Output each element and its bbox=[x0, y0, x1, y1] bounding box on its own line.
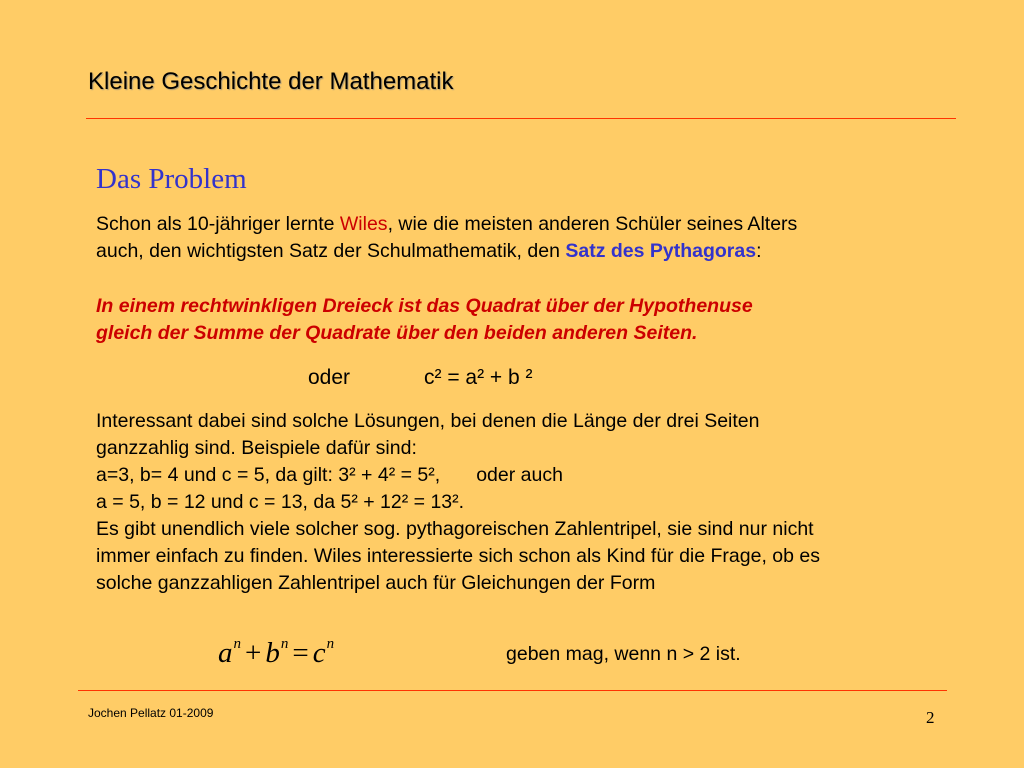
example-1: a=3, b= 4 und c = 5, da gilt: 3² + 4² = 5², bbox=[96, 464, 441, 486]
intro-line-1 bbox=[96, 211, 956, 238]
formula-oder-label: oder bbox=[308, 366, 351, 389]
theorem-name: Satz des Pythagoras bbox=[565, 240, 757, 262]
explanation-line: ganzzahlig sind. Beispiele dafür sind: bbox=[96, 437, 417, 459]
theorem-line-2: gleich der Summe der Quadrate über den beiden anderen Seiten. bbox=[96, 322, 698, 344]
explanation-line: Interessant dabei sind solche Lösungen, bei denen die Länge der drei Seiten bbox=[96, 410, 760, 432]
footer-divider bbox=[78, 690, 947, 691]
explanation-line: immer einfach zu finden. Wiles interessierte sich schon als Kind für die Frage, ob es bbox=[96, 545, 820, 567]
footer-author: Jochen Pellatz 01-2009 bbox=[88, 706, 214, 720]
pythagoras-equation: c² = a² + b ² bbox=[424, 366, 533, 389]
explanation-paragraph bbox=[96, 408, 956, 597]
title-divider bbox=[86, 118, 956, 119]
fermat-base-b: b bbox=[265, 637, 280, 669]
fermat-base-c: c bbox=[312, 637, 326, 669]
intro-text: auch, den wichtigsten Satz der Schulmathematik, den bbox=[96, 240, 566, 262]
fermat-exponent: n bbox=[233, 636, 241, 652]
fermat-exponent: n bbox=[326, 636, 335, 652]
fermat-equation bbox=[218, 636, 334, 670]
fermat-plus: + bbox=[245, 637, 262, 669]
slide-title: Kleine Geschichte der Mathematik bbox=[88, 68, 454, 95]
section-heading: Das Problem bbox=[96, 163, 247, 195]
explanation-line bbox=[96, 462, 956, 489]
theorem-line-1: In einem rechtwinkligen Dreieck ist das Quadrat über der Hypothenuse bbox=[96, 295, 753, 317]
fermat-exponent: n bbox=[280, 636, 289, 652]
intro-text: Schon als 10-jähriger lernte bbox=[96, 213, 340, 235]
intro-line-2 bbox=[96, 238, 956, 265]
intro-paragraph bbox=[96, 211, 956, 265]
fermat-condition-text: geben mag, wenn n > 2 ist. bbox=[506, 643, 741, 665]
oder-auch-label: oder auch bbox=[476, 464, 563, 486]
fermat-base-a: a bbox=[218, 637, 233, 669]
example-2: a = 5, b = 12 und c = 13, da 5² + 12² = 13². bbox=[96, 491, 465, 513]
fermat-equals: = bbox=[292, 637, 309, 669]
explanation-line: Es gibt unendlich viele solcher sog. pythagoreischen Zahlentripel, sie sind nur nicht bbox=[96, 518, 814, 540]
theorem-statement bbox=[96, 293, 956, 347]
person-name-wiles: Wiles bbox=[339, 213, 388, 235]
explanation-line: solche ganzzahligen Zahlentripel auch für Gleichungen der Form bbox=[96, 572, 656, 594]
page-number: 2 bbox=[926, 708, 935, 727]
intro-text: , wie die meisten anderen Schüler seines Alters bbox=[387, 213, 798, 235]
intro-text: : bbox=[756, 240, 762, 262]
